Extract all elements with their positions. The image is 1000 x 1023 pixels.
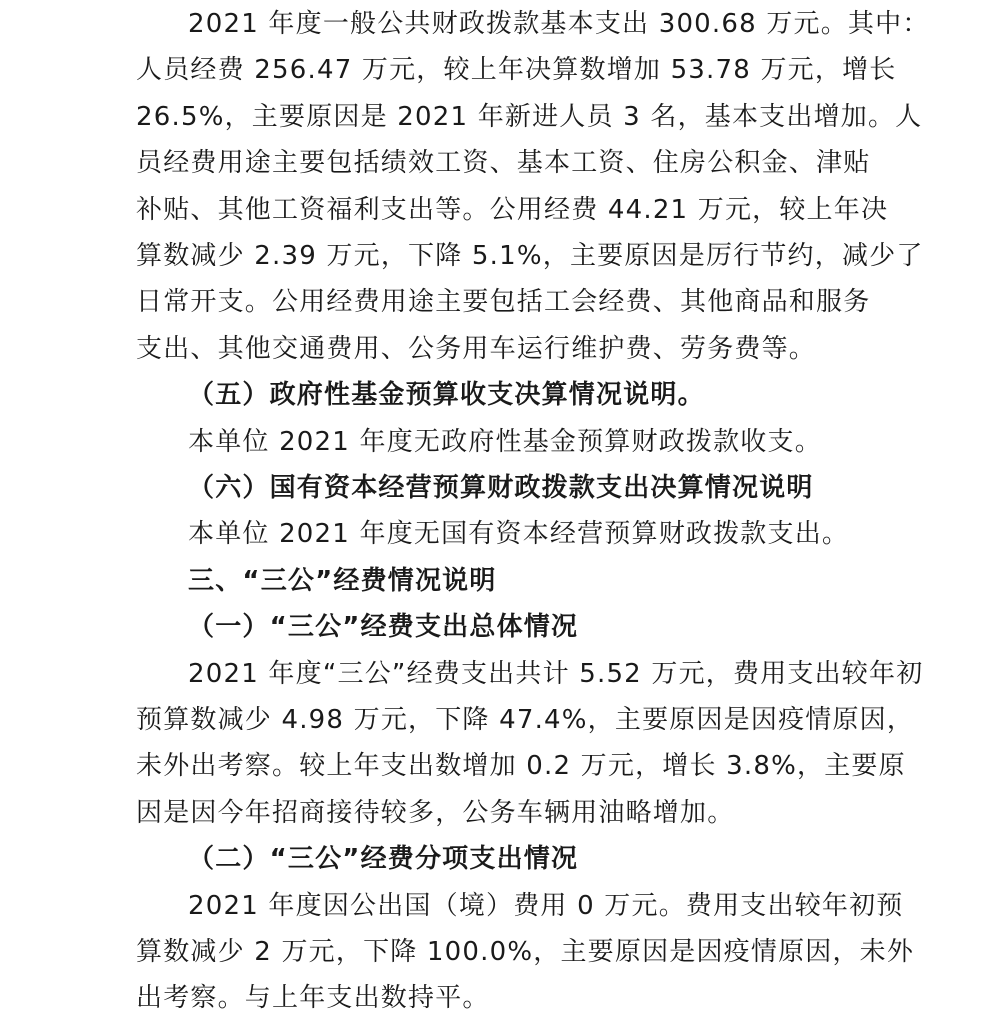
text-line: 2021 年度一般公共财政拨款基本支出 300.68 万元。其中： [188,9,930,39]
text-line: 支出、其他交通费用、公务用车运行维护费、劳务费等。 [136,333,817,364]
text-line: 算数减少 2 万元，下降 100.0%，主要原因是因疫情原因，未外 [136,937,915,967]
text-line: 2021 年度因公出国（境）费用 0 万元。费用支出较年初预 [188,890,904,921]
text-line: 本单位 2021 年度无政府性基金预算财政拨款收支。 [188,426,822,457]
text-line: 补贴、其他工资福利支出等。公用经费 44.21 万元，较上年决 [136,194,889,225]
text-line: 未外出考察。较上年支出数增加 0.2 万元，增长 3.8%，主要原 [136,751,906,782]
section-heading: （二）“三公”经费分项支出情况 [188,844,579,875]
text-line: 算数减少 2.39 万元，下降 5.1%，主要原因是厉行节约，减少了 [136,241,924,271]
section-heading: （五）政府性基金预算收支决算情况说明。 [188,380,705,411]
text-line: 26.5%，主要原因是 2021 年新进人员 3 名，基本支出增加。人 [136,101,923,132]
text-line: 日常开支。公用经费用途主要包括工会经费、其他商品和服务 [136,287,871,318]
text-line: 本单位 2021 年度无国有资本经营预算财政拨款支出。 [188,519,850,550]
text-line: 2021 年度“三公”经费支出共计 5.52 万元，费用支出较年初 [188,658,924,689]
text-line: 员经费用途主要包括绩效工资、基本工资、住房公积金、津贴 [136,148,871,179]
text-line: 出考察。与上年支出数持平。 [136,983,490,1014]
text-line: 人员经费 256.47 万元，较上年决算数增加 53.78 万元，增长 [136,55,897,86]
section-heading: （六）国有资本经营预算财政拨款支出决算情况说明 [188,473,814,503]
chapter-heading: 三、“三公”经费情况说明 [188,565,497,596]
text-line: 因是因今年招商接待较多，公务车辆用油略增加。 [136,797,735,828]
section-heading: （一）“三公”经费支出总体情况 [188,612,579,643]
text-line: 预算数减少 4.98 万元，下降 47.4%，主要原因是因疫情原因， [136,705,915,735]
